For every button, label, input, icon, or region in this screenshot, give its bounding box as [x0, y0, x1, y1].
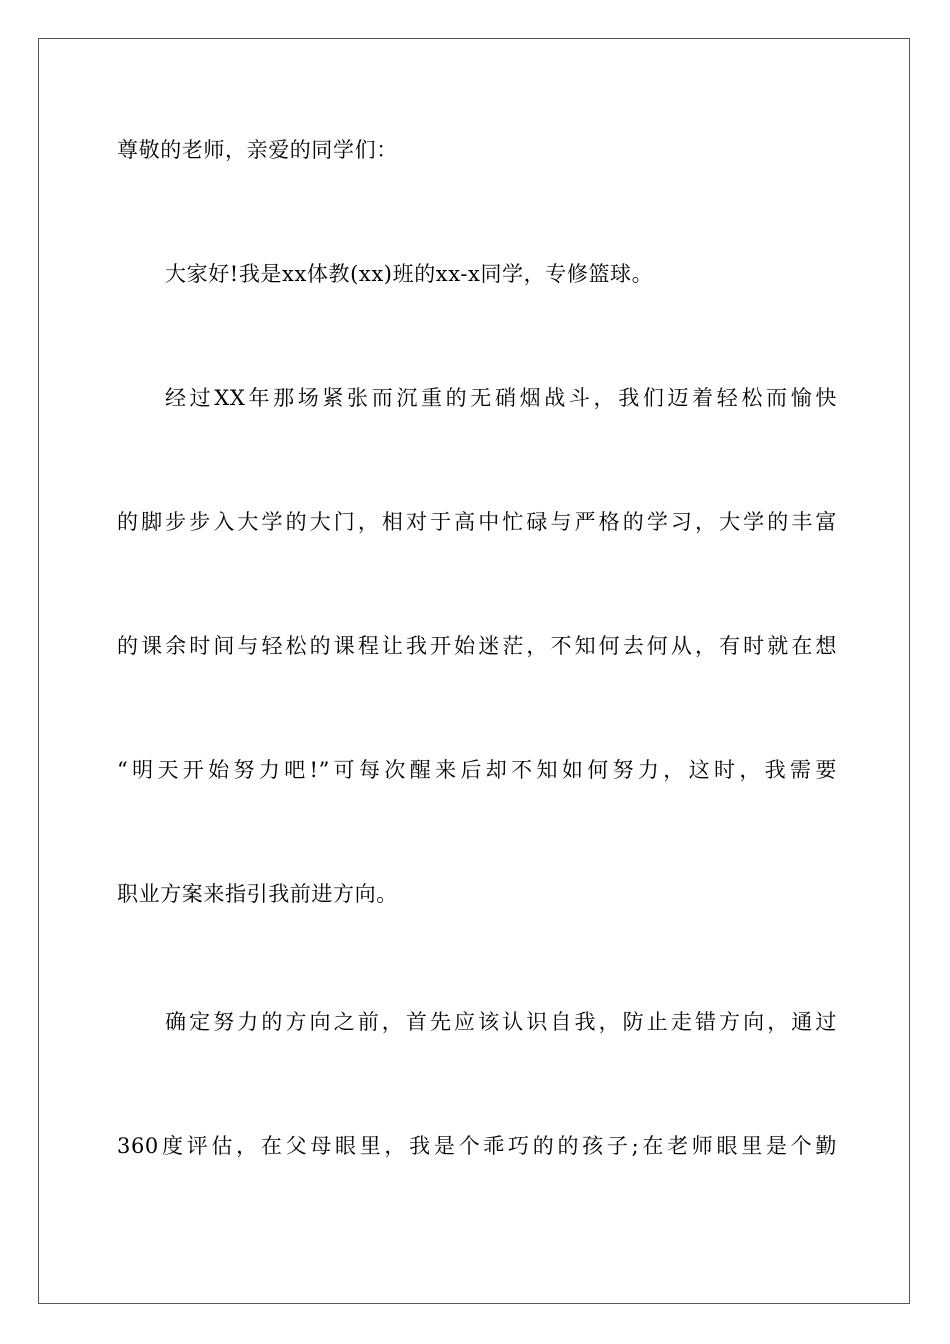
paragraph-line: 的脚步步入大学的大门，相对于高中忙碌与严格的学习，大学的丰富 — [117, 510, 837, 534]
page-border — [38, 38, 910, 1304]
paragraph-line: 职业方案来指引我前进方向。 — [117, 882, 398, 906]
paragraph-line: 经过XX年那场紧张而沉重的无硝烟战斗，我们迈着轻松而愉快 — [165, 386, 837, 410]
intro-line: 大家好!我是xx体教(xx)班的xx-x同学，专修篮球。 — [165, 262, 654, 286]
paragraph-line: 360度评估，在父母眼里，我是个乖巧的的孩子;在老师眼里是个勤 — [117, 1134, 837, 1158]
paragraph-line: “明天开始努力吧!”可每次醒来后却不知如何努力，这时，我需要 — [117, 758, 837, 782]
paragraph-line: 的课余时间与轻松的课程让我开始迷茫，不知何去何从，有时就在想 — [117, 634, 837, 658]
paragraph-line: 确定努力的方向之前，首先应该认识自我，防止走错方向，通过 — [165, 1010, 837, 1034]
salutation-line: 尊敬的老师，亲爱的同学们： — [117, 138, 398, 162]
